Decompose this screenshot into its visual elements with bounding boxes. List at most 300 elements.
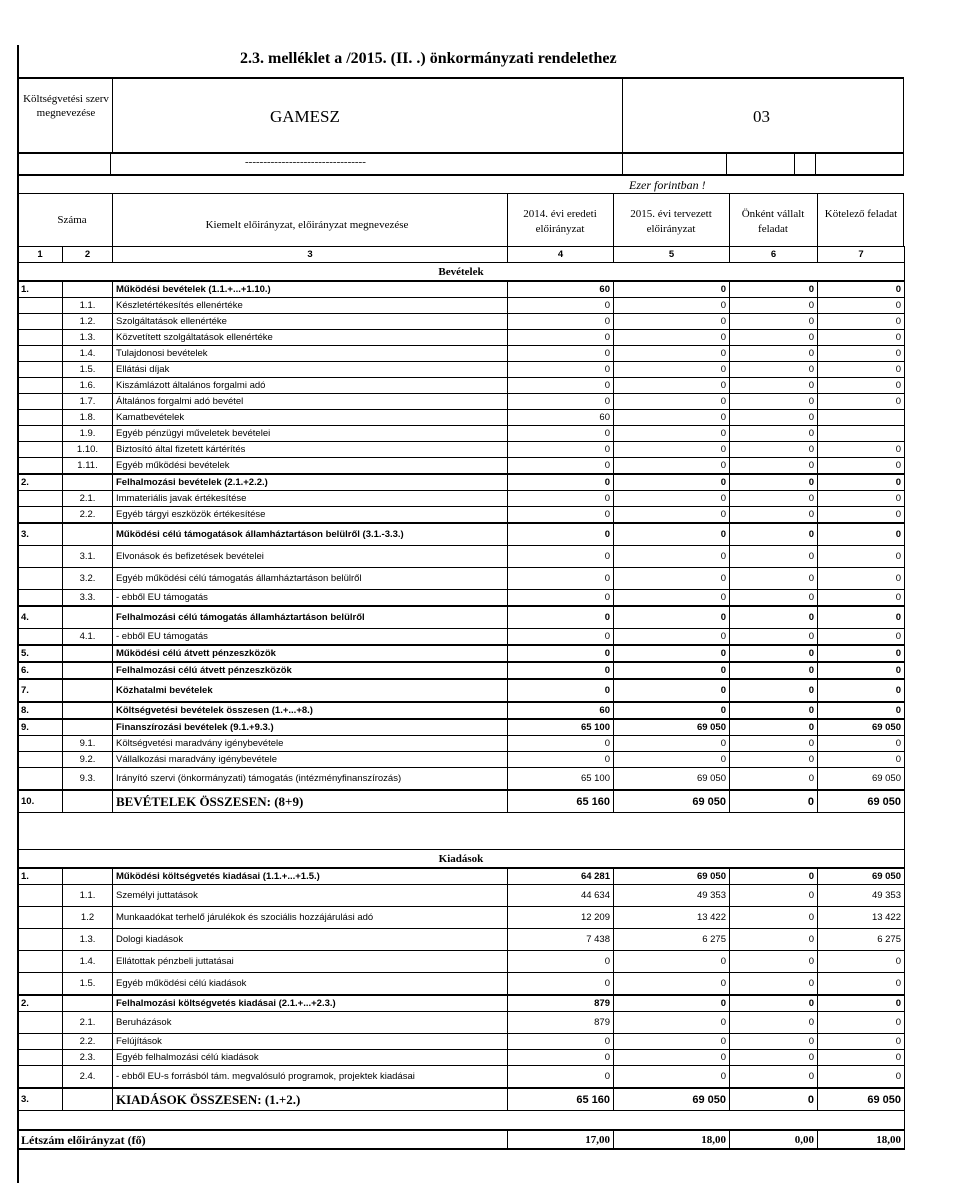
row-value-v5: 0 (614, 973, 730, 996)
row-value-v4: 60 (508, 410, 614, 426)
table-row (18, 679, 905, 702)
row-value-v5: 0 (614, 362, 730, 378)
row-value-v6: 0 (730, 702, 818, 719)
row-subnumber: 2.4. (63, 1066, 113, 1089)
row-value-v7 (818, 426, 905, 442)
headcount-row (18, 1130, 905, 1149)
row-value-v5: 0 (614, 1050, 730, 1066)
row-name: Szolgáltatások ellenértéke (113, 314, 508, 330)
row-value-v4: 0 (508, 568, 614, 590)
table-row (18, 362, 905, 378)
table-row (18, 458, 905, 475)
row-number: 5. (18, 645, 63, 662)
row-subnumber: 1.4. (63, 951, 113, 973)
header-divider (903, 79, 904, 152)
row-value-v6: 0 (730, 885, 818, 907)
row-value-v4: 0 (508, 426, 614, 442)
row-value-v7: 0 (818, 702, 905, 719)
row-name: Kiszámlázott általános forgalmi adó (113, 378, 508, 394)
row-value-v4: 65 160 (508, 790, 614, 813)
row-value-v5: 0 (614, 662, 730, 679)
row-name: Egyéb pénzügyi műveletek bevételei (113, 426, 508, 442)
table-row (18, 973, 905, 996)
row-subnumber (63, 995, 113, 1012)
row-value-v7: 13 422 (818, 907, 905, 929)
row-value-v6: 0 (730, 606, 818, 629)
row-subnumber (63, 523, 113, 546)
row-subnumber: 2.2. (63, 507, 113, 524)
column-number-row (18, 247, 905, 263)
row-value-v5: 0 (614, 1034, 730, 1050)
table-row (18, 491, 905, 507)
row-subnumber: 2.3. (63, 1050, 113, 1066)
headcount-value-v4: 17,00 (508, 1130, 614, 1149)
row-value-v4: 0 (508, 1034, 614, 1050)
row-value-v6: 0 (730, 973, 818, 996)
row-value-v6: 0 (730, 410, 818, 426)
row-number: 3. (18, 523, 63, 546)
row-subnumber: 3.3. (63, 590, 113, 607)
row-value-v4: 0 (508, 507, 614, 524)
row-value-v5: 0 (614, 995, 730, 1012)
row-subnumber: 2.2. (63, 1034, 113, 1050)
row-name: Beruházások (113, 1012, 508, 1034)
row-value-v7: 0 (818, 590, 905, 607)
row-name: - ebből EU támogatás (113, 590, 508, 607)
table-row (18, 606, 905, 629)
row-value-v5: 69 050 (614, 790, 730, 813)
row-value-v4: 0 (508, 442, 614, 458)
row-number: 7. (18, 679, 63, 702)
table-row (18, 298, 905, 314)
column-number: 5 (614, 247, 730, 263)
row-value-v7: 69 050 (818, 868, 905, 885)
row-value-v7: 69 050 (818, 719, 905, 736)
section-row (18, 263, 905, 282)
row-name: Munkaadókat terhelő járulékok és szociális hozzájárulási adó (113, 907, 508, 929)
row-number (18, 298, 63, 314)
row-number (18, 410, 63, 426)
row-name: Felhalmozási bevételek (2.1.+2.2.) (113, 474, 508, 491)
row-value-v7: 0 (818, 507, 905, 524)
row-value-v7: 0 (818, 973, 905, 996)
row-number (18, 442, 63, 458)
row-name: Működési bevételek (1.1.+...+1.10.) (113, 281, 508, 298)
row-value-v6: 0 (730, 995, 818, 1012)
row-number (18, 590, 63, 607)
row-value-v5: 0 (614, 1012, 730, 1034)
row-value-v6: 0 (730, 662, 818, 679)
row-name: BEVÉTELEK ÖSSZESEN: (8+9) (113, 790, 508, 813)
row-value-v6: 0 (730, 442, 818, 458)
row-value-v6: 0 (730, 298, 818, 314)
row-name: Ellátási díjak (113, 362, 508, 378)
row-value-v4: 0 (508, 346, 614, 362)
table-row (18, 378, 905, 394)
row-value-v6: 0 (730, 362, 818, 378)
table-row (18, 426, 905, 442)
row-number (18, 491, 63, 507)
row-value-v6: 0 (730, 679, 818, 702)
row-value-v7: 0 (818, 314, 905, 330)
row-value-v7: 0 (818, 362, 905, 378)
row-name: Egyéb működési bevételek (113, 458, 508, 475)
row-name: Vállalkozási maradvány igénybevétele (113, 752, 508, 768)
header-divider (622, 79, 623, 152)
row-name: Felhalmozási költségvetés kiadásai (2.1.+...+2.3.) (113, 995, 508, 1012)
row-subnumber (63, 474, 113, 491)
row-value-v5: 0 (614, 394, 730, 410)
table-row (18, 346, 905, 362)
table-row (18, 1066, 905, 1089)
row-value-v7: 0 (818, 662, 905, 679)
table-row (18, 752, 905, 768)
col-4: 2014. évi eredeti előirányzat (523, 208, 597, 235)
headcount-value-v5: 18,00 (614, 1130, 730, 1149)
row-value-v5: 0 (614, 590, 730, 607)
blank-row (17, 154, 904, 174)
row-name: Közvetített szolgáltatások ellenértéke (113, 330, 508, 346)
spacer (18, 813, 905, 850)
table-row (18, 410, 905, 426)
row-value-v7: 0 (818, 298, 905, 314)
row-subnumber (63, 645, 113, 662)
row-value-v4: 0 (508, 523, 614, 546)
row-number (18, 973, 63, 996)
table-row (18, 662, 905, 679)
row-value-v7: 49 353 (818, 885, 905, 907)
row-subnumber (63, 868, 113, 885)
row-name: Költségvetési bevételek összesen (1.+...+8.) (113, 702, 508, 719)
column-number: 6 (730, 247, 818, 263)
row-number (18, 546, 63, 568)
row-number: 2. (18, 474, 63, 491)
row-value-v6: 0 (730, 330, 818, 346)
row-name: Finanszírozási bevételek (9.1.+9.3.) (113, 719, 508, 736)
row-value-v4: 0 (508, 1050, 614, 1066)
table-row (18, 590, 905, 607)
headcount-value-v6: 0,00 (730, 1130, 818, 1149)
row-value-v4: 60 (508, 702, 614, 719)
row-value-v6: 0 (730, 645, 818, 662)
row-value-v6: 0 (730, 768, 818, 791)
row-value-v4: 12 209 (508, 907, 614, 929)
row-value-v7: 0 (818, 442, 905, 458)
row-value-v6: 0 (730, 346, 818, 362)
row-number (18, 362, 63, 378)
row-value-v5: 69 050 (614, 719, 730, 736)
row-subnumber: 3.2. (63, 568, 113, 590)
row-value-v5: 0 (614, 951, 730, 973)
table-row (18, 768, 905, 791)
row-value-v6: 0 (730, 458, 818, 475)
row-value-v4: 0 (508, 474, 614, 491)
row-subnumber: 9.3. (63, 768, 113, 791)
row-value-v4: 879 (508, 1012, 614, 1034)
row-name: Egyéb felhalmozási célú kiadások (113, 1050, 508, 1066)
col-name: Kiemelt előirányzat, előirányzat megnevezése (205, 219, 409, 231)
row-value-v6: 0 (730, 590, 818, 607)
row-value-v4: 0 (508, 590, 614, 607)
row-value-v7: 0 (818, 1012, 905, 1034)
col-5: 2015. évi tervezett előirányzat (630, 208, 712, 235)
row-value-v6: 0 (730, 868, 818, 885)
row-value-v6: 0 (730, 1088, 818, 1111)
spacer (18, 1111, 905, 1131)
row-number (18, 314, 63, 330)
row-value-v6: 0 (730, 474, 818, 491)
row-subnumber: 2.1. (63, 1012, 113, 1034)
row-value-v5: 0 (614, 645, 730, 662)
row-name: Egyéb tárgyi eszközök értékesítése (113, 507, 508, 524)
table-row (18, 281, 905, 298)
row-value-v4: 65 100 (508, 768, 614, 791)
table-row (18, 330, 905, 346)
row-value-v4: 64 281 (508, 868, 614, 885)
row-value-v7: 0 (818, 394, 905, 410)
row-value-v7: 0 (818, 281, 905, 298)
table-row (18, 394, 905, 410)
row-subnumber (63, 281, 113, 298)
row-value-v4: 0 (508, 736, 614, 752)
row-value-v6: 0 (730, 951, 818, 973)
row-number (18, 1034, 63, 1050)
row-name: Immateriális javak értékesítése (113, 491, 508, 507)
row-number: 9. (18, 719, 63, 736)
row-value-v6: 0 (730, 1034, 818, 1050)
row-value-v7: 0 (818, 645, 905, 662)
row-value-v5: 49 353 (614, 885, 730, 907)
row-number (18, 378, 63, 394)
row-value-v7: 0 (818, 546, 905, 568)
row-number (18, 736, 63, 752)
row-value-v7: 0 (818, 752, 905, 768)
row-name: Irányító szervi (önkormányzati) támogatás (intézményfinanszírozás) (113, 768, 508, 791)
row-value-v7: 0 (818, 458, 905, 475)
row-value-v4: 0 (508, 629, 614, 646)
row-value-v5: 69 050 (614, 768, 730, 791)
row-number: 10. (18, 790, 63, 813)
table-row (18, 523, 905, 546)
table-row (18, 885, 905, 907)
row-value-v5: 0 (614, 474, 730, 491)
row-subnumber: 9.2. (63, 752, 113, 768)
table-row (18, 719, 905, 736)
row-subnumber (63, 662, 113, 679)
row-subnumber: 1.2 (63, 907, 113, 929)
row-name: Személyi juttatások (113, 885, 508, 907)
row-subnumber (63, 702, 113, 719)
row-number (18, 507, 63, 524)
row-value-v7: 0 (818, 474, 905, 491)
row-value-v4: 0 (508, 394, 614, 410)
row-value-v7: 0 (818, 629, 905, 646)
row-value-v7: 0 (818, 346, 905, 362)
row-value-v5: 0 (614, 629, 730, 646)
row-value-v6: 0 (730, 752, 818, 768)
row-value-v5: 0 (614, 378, 730, 394)
table-row (18, 790, 905, 813)
row-value-v4: 0 (508, 330, 614, 346)
row-name: Felhalmozási célú átvett pénzeszközök (113, 662, 508, 679)
row-subnumber: 1.5. (63, 973, 113, 996)
row-name: Működési célú támogatások államháztartáson belülről (3.1.-3.3.) (113, 523, 508, 546)
row-number (18, 629, 63, 646)
row-value-v4: 0 (508, 679, 614, 702)
row-name: Felhalmozási célú támogatás államháztartáson belülről (113, 606, 508, 629)
row-value-v7: 0 (818, 491, 905, 507)
row-value-v4: 0 (508, 1066, 614, 1089)
headcount-value-v7: 18,00 (818, 1130, 905, 1149)
row-value-v5: 0 (614, 298, 730, 314)
row-subnumber: 1.1. (63, 298, 113, 314)
row-number: 1. (18, 868, 63, 885)
row-value-v7: 0 (818, 736, 905, 752)
spacer-row (18, 813, 905, 850)
row-number (18, 458, 63, 475)
row-value-v7: 0 (818, 1050, 905, 1066)
row-value-v5: 0 (614, 568, 730, 590)
page-title: 2.3. melléklet a /2015. (II. .) önkormányzati rendelethez (240, 50, 617, 67)
row-number (18, 394, 63, 410)
row-value-v4: 0 (508, 378, 614, 394)
row-value-v4: 0 (508, 458, 614, 475)
row-subnumber: 1.1. (63, 885, 113, 907)
row-value-v4: 0 (508, 362, 614, 378)
row-value-v5: 0 (614, 507, 730, 524)
section-title: Bevételek (18, 263, 905, 282)
row-number (18, 907, 63, 929)
row-number: 6. (18, 662, 63, 679)
row-name: Működési költségvetés kiadásai (1.1.+...+1.5.) (113, 868, 508, 885)
row-subnumber: 3.1. (63, 546, 113, 568)
row-number (18, 768, 63, 791)
row-value-v6: 0 (730, 1012, 818, 1034)
szerv-label: Költségvetési szerv megnevezése (23, 93, 109, 119)
headcount-label: Létszám előirányzat (fő) (18, 1130, 508, 1149)
row-subnumber: 1.2. (63, 314, 113, 330)
row-number (18, 929, 63, 951)
row-value-v4: 44 634 (508, 885, 614, 907)
col-6: Önként vállalt feladat (741, 208, 805, 235)
row-number (18, 426, 63, 442)
row-name: KIADÁSOK ÖSSZESEN: (1.+2.) (113, 1088, 508, 1111)
row-value-v6: 0 (730, 523, 818, 546)
row-value-v4: 0 (508, 606, 614, 629)
row-value-v6: 0 (730, 629, 818, 646)
row-number: 8. (18, 702, 63, 719)
row-value-v6: 0 (730, 907, 818, 929)
section-row (18, 850, 905, 869)
row-subnumber: 1.6. (63, 378, 113, 394)
row-number (18, 1066, 63, 1089)
spacer-row (18, 1111, 905, 1131)
row-subnumber: 1.10. (63, 442, 113, 458)
row-value-v6: 0 (730, 546, 818, 568)
table-row (18, 1050, 905, 1066)
row-subnumber: 9.1. (63, 736, 113, 752)
row-subnumber: 4.1. (63, 629, 113, 646)
row-value-v7: 0 (818, 606, 905, 629)
row-name: Felújítások (113, 1034, 508, 1050)
row-value-v6: 0 (730, 1066, 818, 1089)
szerv-name: GAMESZ (270, 107, 340, 126)
column-number: 7 (818, 247, 905, 263)
row-subnumber: 1.8. (63, 410, 113, 426)
row-value-v5: 69 050 (614, 868, 730, 885)
budget-table (17, 246, 905, 1150)
header-rule-2 (17, 174, 904, 176)
row-number (18, 330, 63, 346)
row-value-v5: 0 (614, 410, 730, 426)
row-value-v7: 0 (818, 995, 905, 1012)
row-number: 4. (18, 606, 63, 629)
section-title: Kiadások (18, 850, 905, 869)
row-subnumber: 1.3. (63, 330, 113, 346)
row-value-v5: 0 (614, 679, 730, 702)
table-row (18, 702, 905, 719)
row-subnumber: 1.9. (63, 426, 113, 442)
row-number: 3. (18, 1088, 63, 1111)
row-value-v7: 0 (818, 951, 905, 973)
row-value-v6: 0 (730, 394, 818, 410)
table-row (18, 568, 905, 590)
row-number (18, 1012, 63, 1034)
row-value-v6: 0 (730, 314, 818, 330)
row-subnumber: 2.1. (63, 491, 113, 507)
row-name: Általános forgalmi adó bevétel (113, 394, 508, 410)
row-value-v7: 0 (818, 568, 905, 590)
row-number (18, 568, 63, 590)
row-value-v5: 0 (614, 281, 730, 298)
row-value-v4: 0 (508, 298, 614, 314)
row-value-v7: 0 (818, 679, 905, 702)
row-value-v5: 0 (614, 458, 730, 475)
row-value-v7: 0 (818, 378, 905, 394)
column-number: 3 (113, 247, 508, 263)
row-number (18, 752, 63, 768)
row-value-v6: 0 (730, 1050, 818, 1066)
table-row (18, 507, 905, 524)
row-value-v5: 0 (614, 426, 730, 442)
row-name: Egyéb működési célú kiadások (113, 973, 508, 996)
header-top-rule (17, 77, 904, 79)
table-row (18, 1088, 905, 1111)
row-value-v6: 0 (730, 736, 818, 752)
row-name: Költségvetési maradvány igénybevétele (113, 736, 508, 752)
row-value-v4: 0 (508, 973, 614, 996)
row-value-v5: 13 422 (614, 907, 730, 929)
row-value-v4: 0 (508, 491, 614, 507)
row-value-v6: 0 (730, 929, 818, 951)
table-row (18, 995, 905, 1012)
row-value-v4: 879 (508, 995, 614, 1012)
row-value-v7: 0 (818, 330, 905, 346)
row-value-v7: 0 (818, 1066, 905, 1089)
row-value-v5: 69 050 (614, 1088, 730, 1111)
row-subnumber (63, 679, 113, 702)
row-value-v5: 0 (614, 736, 730, 752)
row-name: Egyéb működési célú támogatás államháztartáson belülről (113, 568, 508, 590)
row-value-v5: 0 (614, 346, 730, 362)
header-divider (112, 79, 113, 152)
row-number (18, 346, 63, 362)
col-szama: Száma (57, 214, 87, 226)
row-value-v6: 0 (730, 507, 818, 524)
row-name: Kamatbevételek (113, 410, 508, 426)
row-value-v7: 6 275 (818, 929, 905, 951)
row-subnumber: 1.3. (63, 929, 113, 951)
